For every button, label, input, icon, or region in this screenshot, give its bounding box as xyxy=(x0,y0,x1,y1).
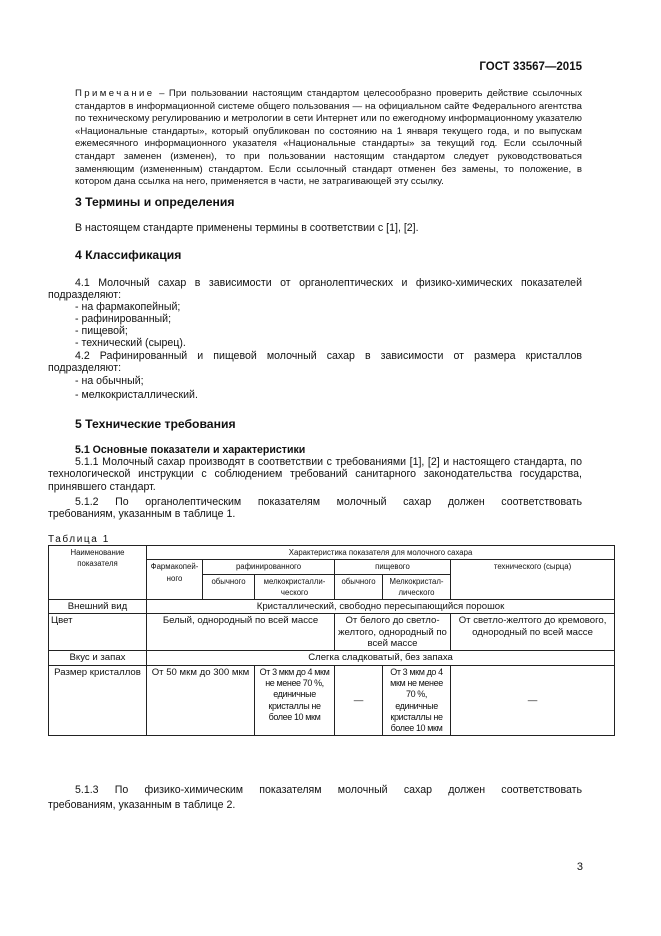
para-5-1-1: 5.1.1 Молочный сахар производят в соответствии с требованиями [1], [2] и настоящего стандарта, по технологической инструкции с соблюдением требований санитарного законодательства государства, принявшего стандарт. xyxy=(48,456,582,493)
cell-size-refined-fine: От 3 мкм до 4 мкм не менее 70 %, единичные кристаллы не более 10 мкм xyxy=(255,665,335,736)
header-refined-regular: обычного xyxy=(203,574,255,600)
para-4-1-line1: 4.1 Молочный сахар в зависимости от органолептических и физико-химических показателей xyxy=(75,277,582,289)
para-5-1-2-line2: требованиям, указанным в таблице 1. xyxy=(48,508,236,520)
cell-appearance-name: Внешний вид xyxy=(49,600,147,614)
note-label: Примечание xyxy=(75,88,155,99)
subsection-5-1-title: 5.1 Основные показатели и характеристики xyxy=(75,444,306,456)
cell-color-name: Цвет xyxy=(49,614,147,651)
table-1 xyxy=(48,545,615,736)
header-refined: рафинированного xyxy=(203,560,335,574)
section-3-text: В настоящем стандарте применены термины в соответствии с [1], [2]. xyxy=(75,222,419,234)
cell-taste-name: Вкус и запах xyxy=(49,651,147,665)
header-pharm: Фармакопей-ного xyxy=(147,560,203,600)
table-row xyxy=(49,614,615,651)
cell-size-technical: — xyxy=(451,665,615,736)
header-food: пищевого xyxy=(335,560,451,574)
para-5-1-3-line1: 5.1.3 По физико-химическим показателям молочный сахар должен соответствовать xyxy=(75,784,582,796)
cell-taste-value: Слегка сладковатый, без запаха xyxy=(147,651,615,665)
section-3-title: 3 Термины и определения xyxy=(75,195,235,209)
list-item: - пищевой; xyxy=(75,325,128,337)
para-5-1-2-line1: 5.1.2 По органолептическим показателям молочный сахар должен соответствовать xyxy=(75,496,582,508)
table-caption: Таблица 1 xyxy=(48,534,110,545)
list-item: - рафинированный; xyxy=(75,313,172,325)
header-name: Наименование показателя xyxy=(49,546,147,600)
table-row xyxy=(49,600,615,614)
note-text: – При пользовании настоящим стандартом целесообразно проверить действие ссылочных стандартов в информационной системе общего пользования — на официальном сайте Федерального агентства по техническому регулированию и метрологии в сети Интернет или по ежегодному информационному указателю «Национальные стандарты», который опубликован по состоянию на 1 января текущего года, и по выпускам ежемесячного информационного указателя «Национальные стандарты» за текущий год. Если ссылочный стандарт заменен (изменен), то при пользовании настоящим стандартом следует руководствоваться заменяющим (измененным) стандартом. Если ссылочный стандарт отменен без замены, то положение, в котором дана ссылка на него, применяется в части, не затрагивающей эту ссылку. xyxy=(75,88,582,188)
header-food-regular: обычного xyxy=(335,574,383,600)
header-characteristic: Характеристика показателя для молочного сахара xyxy=(147,546,615,560)
para-4-1-line2: подразделяют: xyxy=(48,289,122,301)
cell-appearance-value: Кристаллический, свободно пересыпающийся порошок xyxy=(147,600,615,614)
cell-color-technical: От светло-желтого до кремового, однородный по всей массе xyxy=(451,614,615,651)
table-row xyxy=(49,665,615,736)
list-item: - на фармакопейный; xyxy=(75,301,181,313)
cell-color-food: От белого до светло-желтого, однородный по всей массе xyxy=(335,614,451,651)
cell-size-pharm-refined-regular: От 50 мкм до 300 мкм xyxy=(147,665,255,736)
header-refined-fine: мелкокристалли-ческого xyxy=(255,574,335,600)
cell-size-food-regular: — xyxy=(335,665,383,736)
para-4-2-line1: 4.2 Рафинированный и пищевой молочный сахар в зависимости от размера кристаллов xyxy=(75,350,582,362)
table-header-row xyxy=(49,546,615,560)
reference-note xyxy=(75,88,582,189)
table-row xyxy=(49,651,615,665)
para-5-1-3-line2: требованиям, указанным в таблице 2. xyxy=(48,799,236,811)
page-number: 3 xyxy=(576,861,583,873)
cell-size-name: Размер кристаллов xyxy=(49,665,147,736)
section-4-title: 4 Классификация xyxy=(75,248,182,262)
list-item: - мелкокристаллический. xyxy=(75,389,198,401)
header-technical: технического (сырца) xyxy=(451,560,615,600)
list-item: - на обычный; xyxy=(75,375,144,387)
cell-size-food-fine: От 3 мкм до 4 мкм не менее 70 %, единичные кристаллы не более 10 мкм xyxy=(383,665,451,736)
cell-color-pharm-refined: Белый, однородный по всей массе xyxy=(147,614,335,651)
para-4-2-line2: подразделяют: xyxy=(48,362,122,374)
list-item: - технический (сырец). xyxy=(75,337,186,349)
document-header: ГОСТ 33567—2015 xyxy=(479,61,582,73)
header-food-fine: Мелкокристал-лического xyxy=(383,574,451,600)
section-5-title: 5 Технические требования xyxy=(75,417,236,431)
